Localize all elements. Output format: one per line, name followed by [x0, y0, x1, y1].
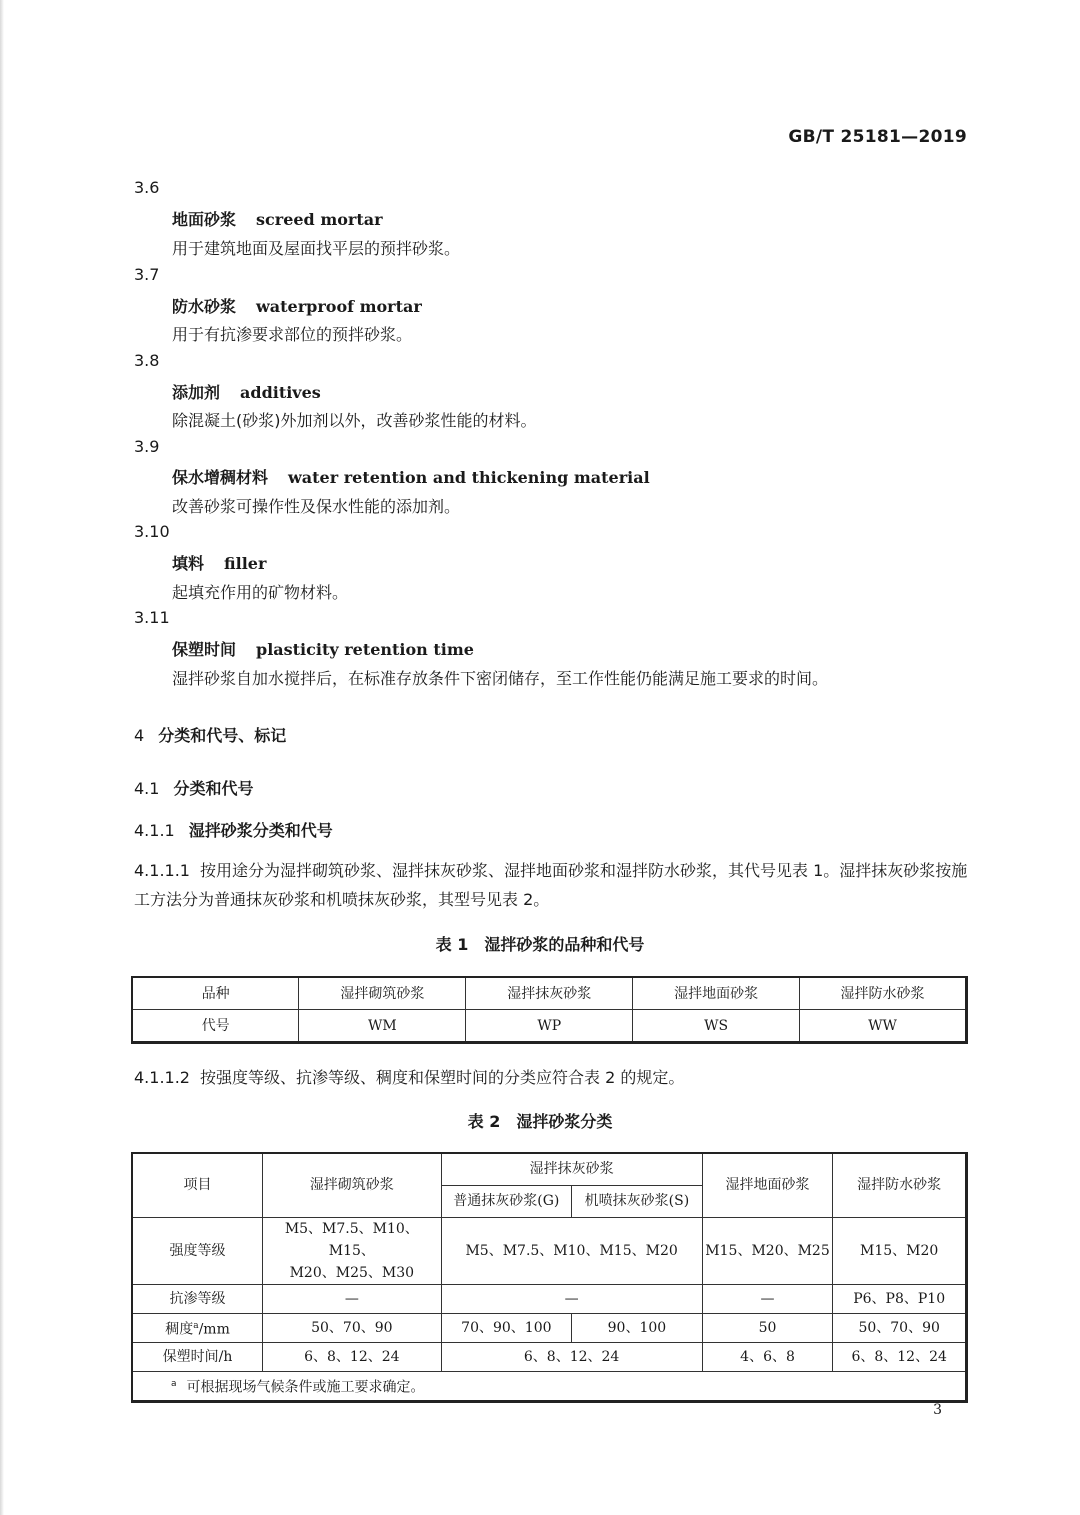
term-zh: 地面砂浆 — [172, 210, 237, 229]
table-cell: M5、M7.5、M10、M15、M20 — [441, 1217, 702, 1284]
term-number: 3.6 — [134, 178, 160, 197]
table-row — [132, 1342, 967, 1371]
table-cell: 湿拌抹灰砂浆 — [466, 977, 633, 1010]
table-cell: 50、70、90 — [263, 1313, 441, 1342]
table-cell: WW — [800, 1010, 967, 1043]
term-en: filler — [224, 554, 267, 573]
table-header-cell: 项目 — [132, 1153, 263, 1217]
term-title — [172, 465, 650, 488]
table-cell: 50、70、90 — [833, 1313, 967, 1342]
term-number: 3.11 — [134, 608, 170, 627]
section-4-1-heading — [134, 776, 253, 799]
table-cell: — — [441, 1284, 702, 1313]
table-header-cell: 机喷抹灰砂浆(S) — [572, 1185, 703, 1217]
term-number: 3.10 — [134, 522, 170, 541]
table-cell: WM — [299, 1010, 466, 1043]
paragraph-text: 按用途分为湿拌砌筑砂浆、湿拌抹灰砂浆、湿拌地面砂浆和湿拌防水砂浆，其代号见表 1。湿拌抹灰砂浆按施工方法分为普通抹灰砂浆和机喷抹灰砂浆，其型号见表 2。 — [134, 861, 968, 909]
cell-line: M20、M25、M30 — [289, 1264, 415, 1281]
term-definition: 改善砂浆可操作性及保水性能的添加剂。 — [172, 497, 461, 516]
table-number: 表 2 — [467, 1112, 501, 1131]
paragraph-number: 4.1.1.1 — [134, 861, 190, 880]
table-cell: 强度等级 — [132, 1217, 263, 1284]
term-zh: 保塑时间 — [172, 640, 237, 659]
table-cell — [132, 1313, 263, 1342]
term-en: screed mortar — [256, 210, 383, 229]
term-zh: 防水砂浆 — [172, 297, 237, 316]
term-zh: 保水增稠材料 — [172, 468, 269, 487]
table-1 — [131, 976, 968, 1044]
table-cell — [263, 1217, 441, 1284]
page-edge — [0, 0, 4, 1515]
table-cell: 4、6、8 — [702, 1342, 833, 1371]
table-cell: P6、P8、P10 — [833, 1284, 967, 1313]
section-number: 4.1 — [134, 779, 160, 798]
table-header-row — [132, 1153, 967, 1185]
table-title: 湿拌砂浆分类 — [516, 1112, 613, 1131]
table-row — [132, 1313, 967, 1342]
table-title: 湿拌砂浆的品种和代号 — [484, 935, 645, 954]
paragraph-text: 按强度等级、抗渗等级、稠度和保塑时间的分类应符合表 2 的规定。 — [199, 1068, 685, 1087]
table-1-caption — [0, 932, 1080, 955]
section-title: 湿拌砂浆分类和代号 — [188, 821, 333, 840]
section-4-heading — [134, 723, 286, 746]
table-2 — [131, 1152, 968, 1403]
standard-code: GB/T 25181—2019 — [788, 127, 967, 147]
table-footnote-row — [132, 1371, 967, 1401]
table-cell: M15、M20、M25 — [702, 1217, 833, 1284]
table-number: 表 1 — [435, 935, 469, 954]
table-cell: 6、8、12、24 — [441, 1342, 702, 1371]
section-number: 4.1.1 — [134, 821, 175, 840]
table-2-caption — [0, 1109, 1080, 1132]
footnote-text: 可根据现场气候条件或施工要求确定。 — [186, 1379, 425, 1396]
term-title — [172, 207, 383, 230]
table-cell: 湿拌防水砂浆 — [800, 977, 967, 1010]
term-definition: 用于建筑地面及屋面找平层的预拌砂浆。 — [172, 239, 461, 258]
table-cell: — — [263, 1284, 441, 1313]
cell-label: 稠度 — [165, 1321, 194, 1338]
table-cell: M15、M20 — [833, 1217, 967, 1284]
term-number: 3.8 — [134, 351, 160, 370]
term-en: additives — [240, 383, 321, 402]
term-zh: 添加剂 — [172, 383, 221, 402]
table-header-cell: 湿拌地面砂浆 — [702, 1153, 833, 1217]
table-header-cell: 湿拌防水砂浆 — [833, 1153, 967, 1217]
cell-line: M5、M7.5、M10、M15、 — [284, 1220, 419, 1259]
term-definition: 用于有抗渗要求部位的预拌砂浆。 — [172, 325, 413, 344]
table-header-cell: 湿拌砌筑砂浆 — [263, 1153, 441, 1217]
section-title: 分类和代号、标记 — [158, 726, 287, 745]
page-number: 3 — [933, 1402, 942, 1418]
section-number: 4 — [134, 726, 145, 745]
cell-unit: /mm — [198, 1321, 230, 1338]
table-row — [132, 1010, 967, 1043]
table-cell: 6、8、12、24 — [833, 1342, 967, 1371]
term-number: 3.9 — [134, 437, 160, 456]
term-en: water retention and thickening material — [288, 468, 650, 487]
table-header-cell: 普通抹灰砂浆(G) — [441, 1185, 572, 1217]
term-title — [172, 551, 266, 574]
table-cell: WS — [633, 1010, 800, 1043]
paragraph-4-1-1-1 — [134, 856, 968, 914]
table-cell: 湿拌砌筑砂浆 — [299, 977, 466, 1010]
table-cell: 90、100 — [572, 1313, 703, 1342]
term-definition: 除混凝土(砂浆)外加剂以外，改善砂浆性能的材料。 — [172, 411, 537, 430]
footnote-marker: a — [171, 1378, 177, 1389]
table-footnote — [132, 1371, 967, 1401]
paragraph-4-1-1-2 — [134, 1063, 968, 1092]
term-en: waterproof mortar — [256, 297, 422, 316]
table-cell: 50 — [702, 1313, 833, 1342]
section-4-1-1-heading — [134, 818, 333, 841]
table-cell: 抗渗等级 — [132, 1284, 263, 1313]
table-cell: 代号 — [132, 1010, 299, 1043]
table-cell: 6、8、12、24 — [263, 1342, 441, 1371]
term-definition: 湿拌砂浆自加水搅拌后，在标准存放条件下密闭储存，至工作性能仍能满足施工要求的时间。 — [172, 669, 829, 688]
table-row — [132, 1217, 967, 1284]
table-cell: WP — [466, 1010, 633, 1043]
table-cell: 品种 — [132, 977, 299, 1010]
table-cell: 保塑时间/h — [132, 1342, 263, 1371]
table-cell: 70、90、100 — [441, 1313, 572, 1342]
term-number: 3.7 — [134, 265, 160, 284]
term-zh: 填料 — [172, 554, 205, 573]
table-row — [132, 1284, 967, 1313]
term-title — [172, 294, 422, 317]
term-title — [172, 637, 474, 660]
term-en: plasticity retention time — [256, 640, 474, 659]
table-header-cell: 湿拌抹灰砂浆 — [441, 1153, 702, 1185]
term-title — [172, 380, 321, 403]
table-row — [132, 977, 967, 1010]
table-cell: — — [702, 1284, 833, 1313]
footnote-marker: a — [193, 1320, 199, 1331]
table-cell: 湿拌地面砂浆 — [633, 977, 800, 1010]
section-title: 分类和代号 — [173, 779, 254, 798]
term-definition: 起填充作用的矿物材料。 — [172, 583, 349, 602]
paragraph-number: 4.1.1.2 — [134, 1068, 190, 1087]
